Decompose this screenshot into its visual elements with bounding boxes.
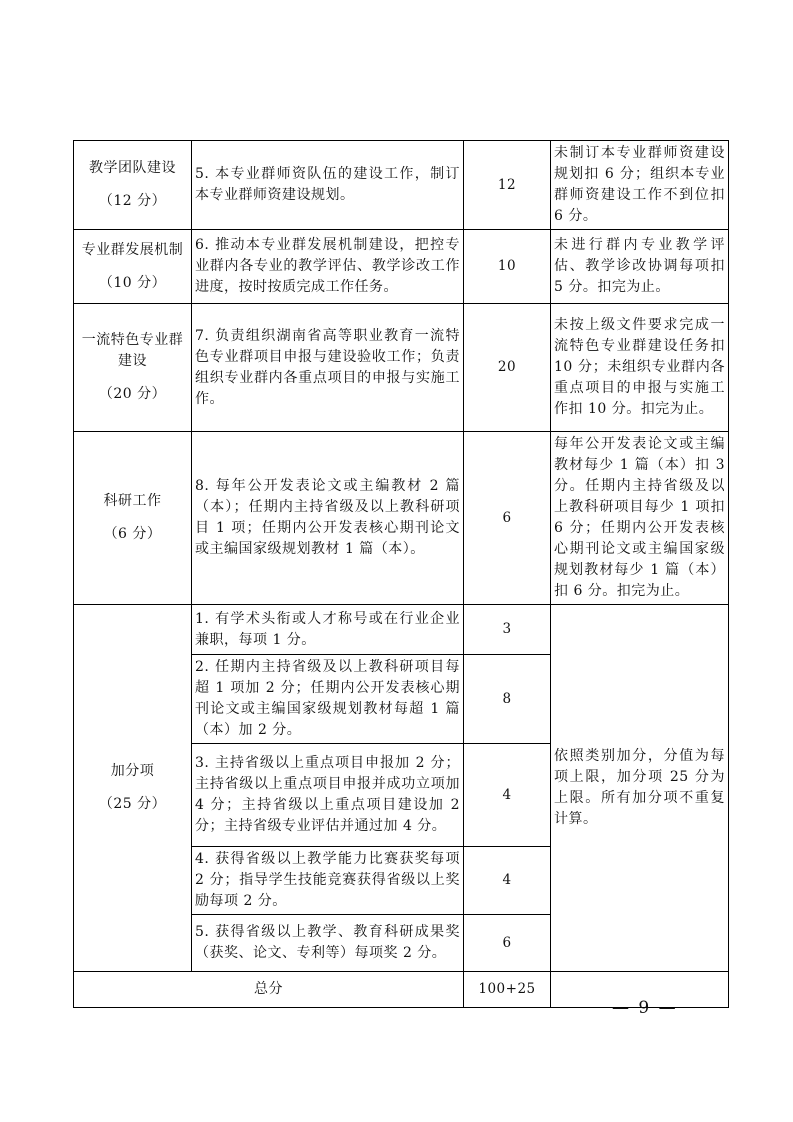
- bonus-item-description: 5. 获得省级以上教学、教育科研成果奖（获奖、论文、专利等）每项奖 2 分。: [192, 915, 464, 972]
- table-row: [74, 141, 729, 230]
- rule-cell: 每年公开发表论文或主编教材每少 1 篇（本）扣 3 分。任期内主持省级及以上教科研项目每少 1 项扣 6 分；任期内公开发表核心期刊论文或主编国家级规划教材每少 1 篇（本）扣 6 分。扣完为止。: [551, 432, 729, 605]
- category-name: 专业群发展机制: [81, 241, 184, 258]
- table-row: [74, 230, 729, 304]
- category-cell: [74, 432, 192, 605]
- bonus-item-description: 4. 获得省级以上教学能力比赛获奖每项 2 分；指导学生技能竞赛获得省级以上奖励每项 2 分。: [192, 847, 464, 915]
- description-cell: 8. 每年公开发表论文或主编教材 2 篇（本）；任期内主持省级及以上教科研项目 1 项；任期内公开发表核心期刊论文或主编国家级规划教材 1 篇（本）。: [192, 432, 464, 605]
- bonus-row: [74, 605, 729, 655]
- rule-cell: 未进行群内专业教学评估、教学诊改协调每项扣 5 分。扣完为止。: [551, 230, 729, 304]
- score-cell: 20: [464, 304, 551, 432]
- category-points: （10 分）: [98, 274, 167, 291]
- bonus-category-points: （25 分）: [98, 796, 167, 812]
- bonus-category-cell: [74, 605, 192, 972]
- category-points: （12 分）: [98, 193, 167, 209]
- bonus-category-name: 加分项: [110, 763, 155, 779]
- score-cell: 10: [464, 230, 551, 304]
- rule-cell: 未制订本专业群师资建设规划扣 6 分；组织本专业群师资建设工作不到位扣 6 分。: [551, 141, 729, 230]
- bonus-item-score: 4: [464, 847, 551, 915]
- total-score: 100+25: [464, 972, 551, 1008]
- bonus-item-score: 8: [464, 655, 551, 744]
- bonus-rule-cell: 依照类别加分，分值为每项上限，加分项 25 分为上限。所有加分项不重复计算。: [551, 605, 729, 972]
- description-cell: 5. 本专业群师资队伍的建设工作，制订本专业群师资建设规划。: [192, 141, 464, 230]
- category-cell: [74, 141, 192, 230]
- rule-cell: 未按上级文件要求完成一流特色专业群建设任务扣 10 分；未组织专业群内各重点项目的申报与实施工作扣 10 分。扣完为止。: [551, 304, 729, 432]
- bonus-item-description: 1. 有学术头衔或人才称号或在行业企业兼职，每项 1 分。: [192, 605, 464, 655]
- description-cell: 6. 推动本专业群发展机制建设，把控专业群内各专业的教学评估、教学诊改工作进度，按时按质完成工作任务。: [192, 230, 464, 304]
- bonus-item-score: 4: [464, 744, 551, 847]
- page-number: — 9 —: [612, 998, 678, 1018]
- category-name: 一流特色专业群建设: [81, 332, 184, 369]
- scoring-table: [73, 140, 729, 1008]
- category-points: （20 分）: [98, 386, 167, 402]
- category-cell: [74, 304, 192, 432]
- score-cell: 6: [464, 432, 551, 605]
- description-cell: 7. 负责组织湖南省高等职业教育一流特色专业群项目申报与建设验收工作；负责组织专业群内各重点项目的申报与实施工作。: [192, 304, 464, 432]
- total-label: 总分: [74, 972, 464, 1008]
- category-points: （6 分）: [103, 526, 162, 542]
- category-cell: [74, 230, 192, 304]
- score-cell: 12: [464, 141, 551, 230]
- bonus-item-score: 6: [464, 915, 551, 972]
- bonus-item-description: 2. 任期内主持省级及以上教科研项目每超 1 项加 2 分；任期内公开发表核心期刊论文或主编国家级规划教材每超 1 篇（本）加 2 分。: [192, 655, 464, 744]
- category-name: 科研工作: [103, 493, 162, 509]
- category-name: 教学团队建设: [89, 160, 176, 176]
- bonus-item-score: 3: [464, 605, 551, 655]
- table-row: [74, 304, 729, 432]
- bonus-item-description: 3. 主持省级以上重点项目申报加 2 分；主持省级以上重点项目申报并成功立项加 4 分；主持省级以上重点项目建设加 2 分；主持省级专业评估并通过加 4 分。: [192, 744, 464, 847]
- table-row: [74, 432, 729, 605]
